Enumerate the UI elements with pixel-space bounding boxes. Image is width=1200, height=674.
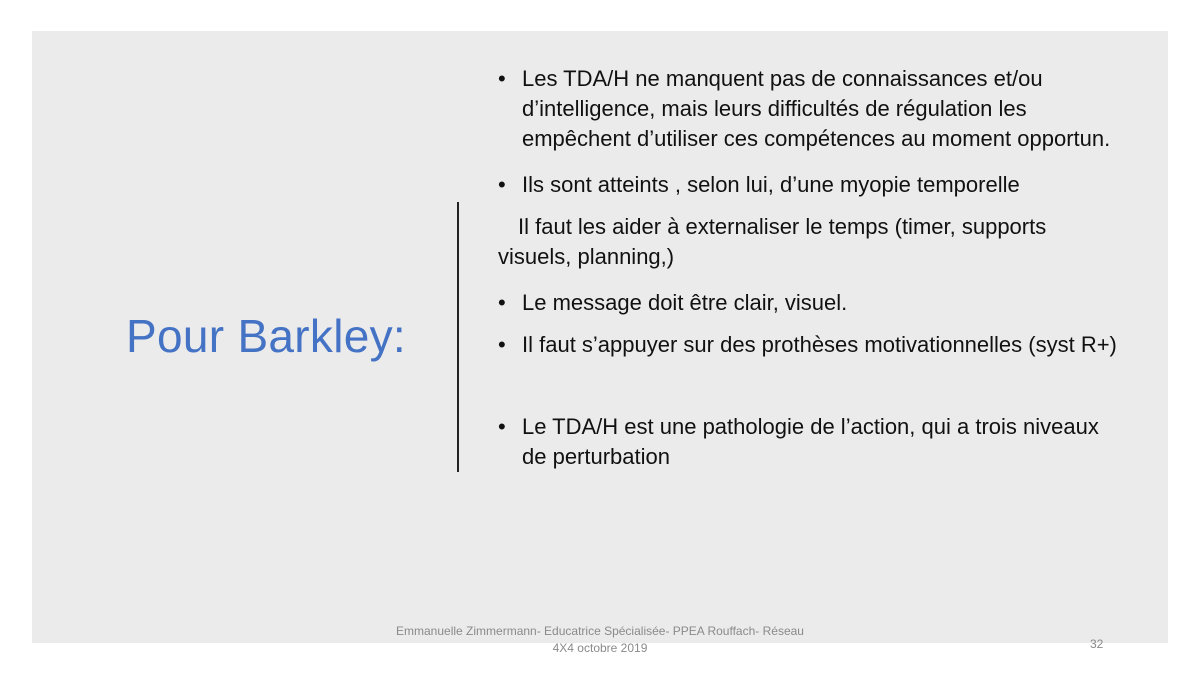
list-item-text: Les TDA/H ne manquent pas de connaissances et/ou d’intelligence, mais leurs difficultés de régulation les empêchent d’utiliser ces compétences au moment opportun.: [522, 66, 1111, 151]
bullet-icon: •: [498, 172, 506, 197]
bullet-list: [498, 64, 1118, 472]
footer-line-2: 4X4 octobre 2019: [552, 641, 648, 655]
list-item: [498, 330, 1118, 360]
bullet-icon: •: [498, 66, 506, 91]
footer: [350, 623, 850, 657]
bullet-icon: •: [498, 414, 506, 439]
list-item: [498, 288, 1118, 318]
list-item-text: Ils sont atteints , selon lui, d’une myopie temporelle: [522, 172, 1020, 197]
slide-title: Pour Barkley:: [126, 310, 407, 362]
bullet-icon: •: [498, 332, 506, 357]
bullet-icon: •: [498, 290, 506, 315]
footer-line-1: Emmanuelle Zimmermann- Educatrice Spécialisée- PPEA Rouffach- Réseau: [396, 624, 804, 638]
list-item-text: Le message doit être clair, visuel.: [522, 290, 848, 315]
list-item-text: Le TDA/H est une pathologie de l’action, qui a trois niveaux de perturbation: [522, 414, 1099, 469]
list-item-text: Il faut s’appuyer sur des prothèses motivationnelles (syst R+): [522, 332, 1117, 357]
list-item: [498, 170, 1118, 200]
paragraph-text: Il faut les aider à externaliser le temps (timer, supports visuels, planning,): [498, 214, 1047, 269]
vertical-divider: [457, 202, 459, 472]
list-paragraph: [498, 212, 1118, 272]
list-item: [498, 64, 1118, 154]
list-item: [498, 412, 1118, 472]
page-number: 32: [1090, 637, 1104, 651]
